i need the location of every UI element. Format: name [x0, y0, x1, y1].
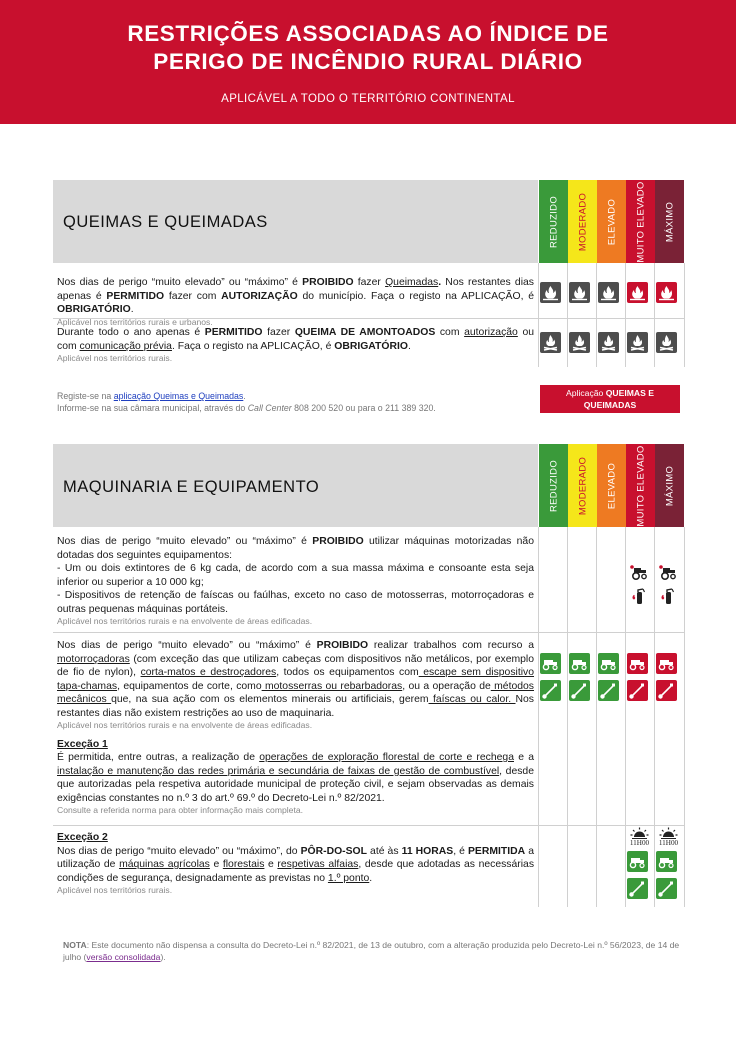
- brushcutter-forbidden-icon: [656, 680, 677, 701]
- register-info: Registe-se na aplicação Queimas e Queimadas. Informe-se na sua câmara municipal, através do Call Center 808 200 520 ou para o 211 389 320.: [57, 391, 436, 413]
- pile-burn-icon: [540, 332, 561, 353]
- section-maquinaria-title: MAQUINARIA E EQUIPAMENTO: [63, 478, 320, 496]
- level-maximo: MÁXIMO: [655, 180, 684, 263]
- burn-fire-forbidden-icon: [627, 282, 648, 303]
- row-divider: [53, 632, 685, 633]
- page-header: [0, 0, 736, 124]
- brushcutter-icon: [656, 878, 677, 899]
- level-moderado: MODERADO: [568, 180, 597, 263]
- fire-extinguisher-icon: [629, 586, 650, 607]
- pile-burn-icon: [656, 332, 677, 353]
- exception-1-note: Consulte a referida norma para obter informação mais completa.: [57, 805, 303, 815]
- level-muito-elevado: MUITO ELEVADO: [626, 444, 655, 527]
- sun-time-label: 11H00: [658, 839, 679, 847]
- grid-line: [684, 527, 685, 907]
- maquinaria-row-2-text: Nos dias de perigo “muito elevado” ou “máximo” é PROIBIDO realizar trabalhos com recurso a motorroçadoras (com exceção das que utilizam cabeças com dispositivos não metálicos, por exemplo de fio de nylon), corta-matos e destroçadores, todos os equipamentos com escape sem dispositivo tapa-chamas, equipamentos de corte, como motosserras ou rebarbadoras, ou a operação de métodos mecânicos que, na sua ação com os elementos minerais ou artificiais, gerem faíscas ou calor. Nos restantes dias não existem restrições ao uso de maquinaria. Aplicável nos territórios rurais e na envolvente de áreas edificadas. Exceção 1 É permitida, entre outras, a realização de operações de exploração florestal de corte e rechega e a instalação e manutenção das redes primária e secundária de faixas de gestão de combustível, desde que autorizadas pela respetiva autoridade municipal de proteção civil, e sejam observadas as demais exigências constantes no n.º 3 do art.º 69.º do Decreto-Lei n.º 82/2021. Consulte a referida norma para obter informação mais completa.: [57, 640, 535, 815]
- mower-icon: [540, 653, 561, 674]
- brushcutter-icon: [540, 680, 561, 701]
- page-subtitle: APLICÁVEL A TODO O TERRITÓRIO CONTINENTAL: [221, 93, 515, 105]
- sun-time-label: 11H00: [629, 839, 650, 847]
- brushcutter-icon: [598, 680, 619, 701]
- exception-2-title: Exceção 2: [57, 832, 108, 843]
- level-reduzido: REDUZIDO: [539, 444, 568, 527]
- grid-line: [654, 263, 655, 367]
- maquinaria-row-3-text: Exceção 2 Nos dias de perigo “muito elevado” ou “máximo”, do PÔR-DO-SOL até às 11 HORAS, é PERMITIDA a utilização de máquinas agrícolas e florestais e respetivas alfaias, desde que adotadas as necessárias condições de segurança, designadamente as previstas no 1.º ponto. Aplicável nos territórios rurais.: [57, 832, 535, 895]
- pile-burn-icon: [569, 332, 590, 353]
- level-maximo: MÁXIMO: [655, 444, 684, 527]
- level-reduzido: REDUZIDO: [539, 180, 568, 263]
- level-elevado: ELEVADO: [597, 444, 626, 527]
- maquinaria-row-2-note: Aplicável nos territórios rurais e na envolvente de áreas edificadas.: [57, 720, 313, 730]
- queimas-row-2-text: Durante todo o ano apenas é PERMITIDO fazer QUEIMA DE AMONTOADOS com autorização ou com comunicação prévia. Faça o registo na APLICAÇÃO, é OBRIGATÓRIO. Aplicável nos territórios rurais.: [57, 327, 535, 363]
- mower-icon: [598, 653, 619, 674]
- grid-line: [625, 527, 626, 907]
- maquinaria-row-3-note: Aplicável nos territórios rurais.: [57, 885, 173, 895]
- grid-line: [596, 527, 597, 907]
- grid-line: [538, 527, 539, 907]
- queimas-app-link[interactable]: aplicação Queimas e Queimadas: [113, 391, 244, 401]
- grid-line: [567, 263, 568, 367]
- row-divider: [53, 825, 685, 826]
- consolidated-version-link[interactable]: versão consolidada: [86, 952, 161, 962]
- grid-line: [654, 527, 655, 907]
- grid-line: [596, 263, 597, 367]
- maquinaria-row-1-text: Nos dias de perigo “muito elevado” ou “máximo” é PROIBIDO utilizar máquinas motorizadas não dotadas dos seguintes equipamentos: - Um ou dois extintores de 6 kg cada, de acordo com a sua massa máxima e consoante esta seja inferior ou superior a 10 000 kg; - Dispositivos de retenção de faíscas ou faúlhas, exceto no caso de motosserras, motorroçadoras e outras pequenas máquinas portáteis. Aplicável nos territórios rurais e na envolvente de áreas edificadas.: [57, 536, 534, 626]
- mower-forbidden-icon: [627, 653, 648, 674]
- brushcutter-icon: [569, 680, 590, 701]
- level-elevado: ELEVADO: [597, 180, 626, 263]
- burn-fire-icon: [598, 282, 619, 303]
- tractor-icon: [656, 851, 677, 872]
- burn-fire-forbidden-icon: [656, 282, 677, 303]
- burn-fire-icon: [569, 282, 590, 303]
- tractor-icon: [629, 562, 650, 583]
- pile-burn-icon: [627, 332, 648, 353]
- level-moderado: MODERADO: [568, 444, 597, 527]
- footnote: NOTA: Este documento não dispensa a consulta do Decreto-Lei n.º 82/2021, de 13 de outubro, com a alteração produzida pelo Decreto-Lei n.º 56/2023, de 14 de julho (versão consolidada).: [63, 940, 680, 962]
- grid-line: [625, 263, 626, 367]
- pile-burn-icon: [598, 332, 619, 353]
- queimas-row-1-text: Nos dias de perigo “muito elevado” ou “máximo” é PROIBIDO fazer Queimadas. Nos restantes dias apenas é PERMITIDO fazer com AUTORIZAÇÃO do município. Faça o registo na APLICAÇÃO, é OBRIGATÓRIO. Aplicável nos territórios rurais e urbanos.: [57, 277, 534, 327]
- brushcutter-forbidden-icon: [627, 680, 648, 701]
- exception-1-title: Exceção 1: [57, 738, 108, 750]
- mower-icon: [569, 653, 590, 674]
- section-maquinaria-header: [53, 444, 538, 527]
- page-title: RESTRIÇÕES ASSOCIADAS AO ÍNDICE DE PERIGO DE INCÊNDIO RURAL DIÁRIO: [127, 21, 609, 74]
- maquinaria-row-1-note: Aplicável nos territórios rurais e na envolvente de áreas edificadas.: [57, 616, 313, 626]
- section-queimas-title: QUEIMAS E QUEIMADAS: [63, 213, 268, 231]
- mower-forbidden-icon: [656, 653, 677, 674]
- queimas-row-1-note: Aplicável nos territórios rurais e urbanos.: [57, 316, 213, 327]
- tractor-icon: [658, 562, 679, 583]
- grid-line: [684, 263, 685, 367]
- level-muito-elevado: MUITO ELEVADO: [626, 180, 655, 263]
- section-queimas-header: [53, 180, 538, 263]
- brushcutter-icon: [627, 878, 648, 899]
- fire-extinguisher-icon: [658, 586, 679, 607]
- queimas-app-button[interactable]: Aplicação QUEIMAS E QUEIMADAS Aceda AQUI: [540, 385, 680, 413]
- grid-line: [538, 263, 539, 367]
- queimas-row-2-note: Aplicável nos territórios rurais.: [57, 353, 173, 363]
- burn-fire-icon: [540, 282, 561, 303]
- grid-line: [567, 527, 568, 907]
- tractor-icon: [627, 851, 648, 872]
